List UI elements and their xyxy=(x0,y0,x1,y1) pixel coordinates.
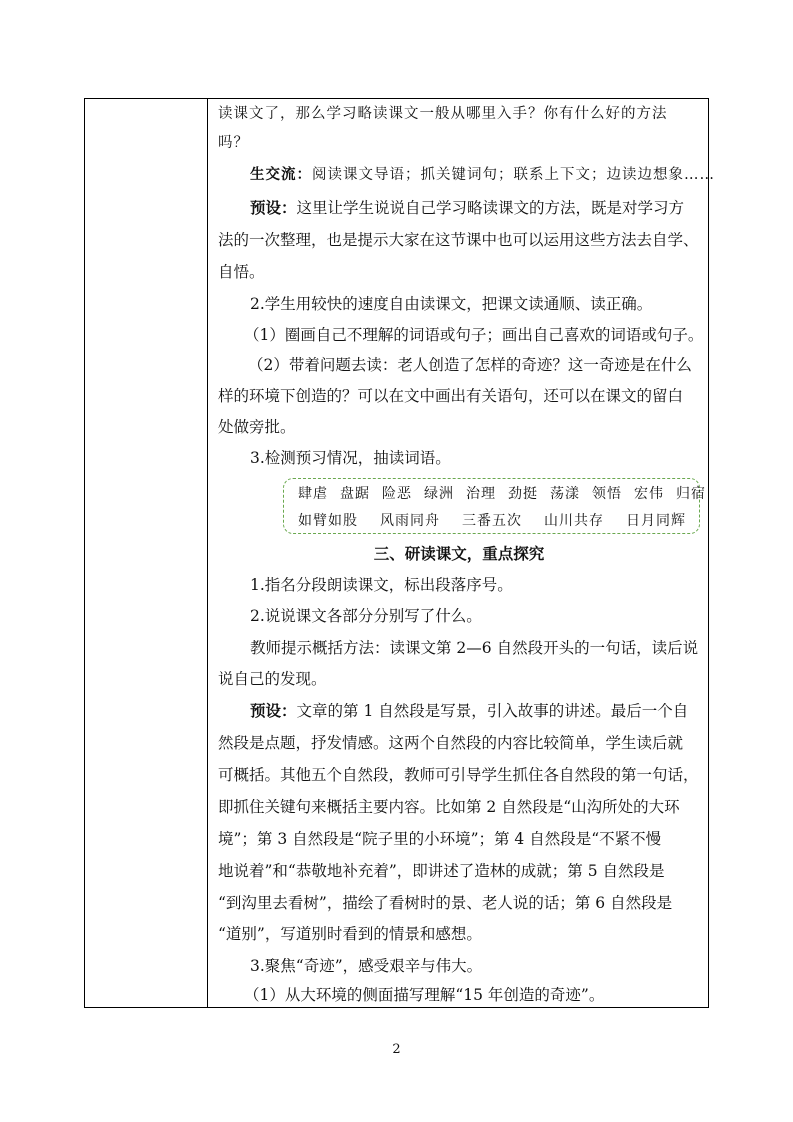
text-line: 读课文了，那么学习略读课文一般从哪里入手？你有什么好的方法 xyxy=(218,106,668,122)
vocab-word: 劲挺 xyxy=(508,486,538,502)
text-line: “道别”，写道别时看到的情景和感想。 xyxy=(218,925,482,943)
text-line: 1.指名分段朗读课文，标出段落序号。 xyxy=(250,576,513,594)
text-line: 自悟。 xyxy=(218,263,265,281)
text-line xyxy=(218,701,700,721)
text-line: 3.聚焦“奇迹”，感受艰辛与伟大。 xyxy=(250,957,483,975)
text-line: （2）带着问题去读：老人创造了怎样的奇迹？这一奇迹是在什么 xyxy=(248,356,692,374)
label-preset: 预设： xyxy=(250,701,297,720)
text-line: 然段是点题，抒发情感。这两个自然段的内容比较简单，学生读后就 xyxy=(218,734,684,752)
text-line: 样的环境下创造的？可以在文中画出有关语句，还可以在课文的留白 xyxy=(218,387,684,405)
vocab-word: 肆虐 xyxy=(298,486,328,502)
text-line: 即抓住关键句来概括主要内容。比如第 2 自然段是“山沟所处的大环 xyxy=(218,798,680,816)
text-line: 3.检测预习情况，抽读词语。 xyxy=(250,449,451,467)
vocab-word: 荡漾 xyxy=(550,486,580,502)
text-line: 可概括。其他五个自然段，教师可引导学生抓住各自然段的第一句话， xyxy=(218,766,699,784)
vocab-word: 归宿 xyxy=(676,486,706,502)
text-line: 吗？ xyxy=(218,135,249,151)
text-line: 法的一次整理，也是提示大家在这节课中也可以运用这些方法去自学、 xyxy=(218,231,699,249)
text-line: （1）从大环境的侧面描写理解“15 年创造的奇迹”。 xyxy=(244,986,605,1004)
text-line: （1）圈画自己不理解的词语或句子；画出自己喜欢的词语或句子。 xyxy=(244,326,704,344)
text-line: 地说着”和“恭敬地补充着”，即讲述了造林的成就；第 5 自然段是 xyxy=(218,862,665,880)
text-line xyxy=(218,198,700,218)
text-line: 处做旁批。 xyxy=(218,418,296,436)
vocab-word: 盘踞 xyxy=(340,486,370,502)
vocab-word: 治理 xyxy=(466,486,496,502)
vocab-word: 宏伟 xyxy=(634,486,664,502)
vocab-phrase: 风雨同舟 xyxy=(380,513,440,529)
text-line: 教师提示概括方法：读课文第 2—6 自然段开头的一句话，读后说 xyxy=(250,639,699,657)
text-line: 说自己的发现。 xyxy=(218,670,327,688)
text-line: 境”；第 3 自然段是“院子里的小环境”；第 4 自然段是“不紧不慢 xyxy=(218,830,662,848)
vocabulary-box xyxy=(283,478,706,534)
lesson-table xyxy=(84,98,715,1008)
vocab-phrase: 日月同辉 xyxy=(626,513,686,529)
section-title: 三、研读课文，重点探究 xyxy=(373,544,545,563)
page-number: 2 xyxy=(392,1042,401,1057)
text-span: 文章的第 1 自然段是写景，引入故事的讲述。最后一个自 xyxy=(296,702,689,720)
vocab-phrase: 如臂如股 xyxy=(298,513,358,529)
text-line: 2.说说课文各部分分别写了什么。 xyxy=(250,607,482,625)
label-students-share: 生交流： xyxy=(250,166,312,183)
vocabulary-row-1 xyxy=(298,483,706,503)
text-line: “到沟里去看树”，描绘了看树时的景、老人说的话；第 6 自然段是 xyxy=(218,894,673,912)
lesson-content-cell xyxy=(208,99,715,1007)
text-span: 这里让学生说说自己学习略读课文的方法，既是对学习方 xyxy=(296,199,685,217)
label-preset: 预设： xyxy=(250,198,297,217)
vocab-word: 领悟 xyxy=(592,486,622,502)
text-line xyxy=(218,165,715,185)
vocabulary-row-2 xyxy=(298,510,691,530)
text-line: 2.学生用较快的速度自由读课文，把课文读通顺、读正确。 xyxy=(250,295,653,313)
vocab-phrase: 三番五次 xyxy=(462,513,522,529)
vocab-phrase: 山川共存 xyxy=(544,513,604,529)
vocab-word: 险恶 xyxy=(382,486,412,502)
text-span: 阅读课文导语；抓关键词句；联系上下文；边读边想象…… xyxy=(312,167,715,183)
vocab-word: 绿洲 xyxy=(424,486,454,502)
